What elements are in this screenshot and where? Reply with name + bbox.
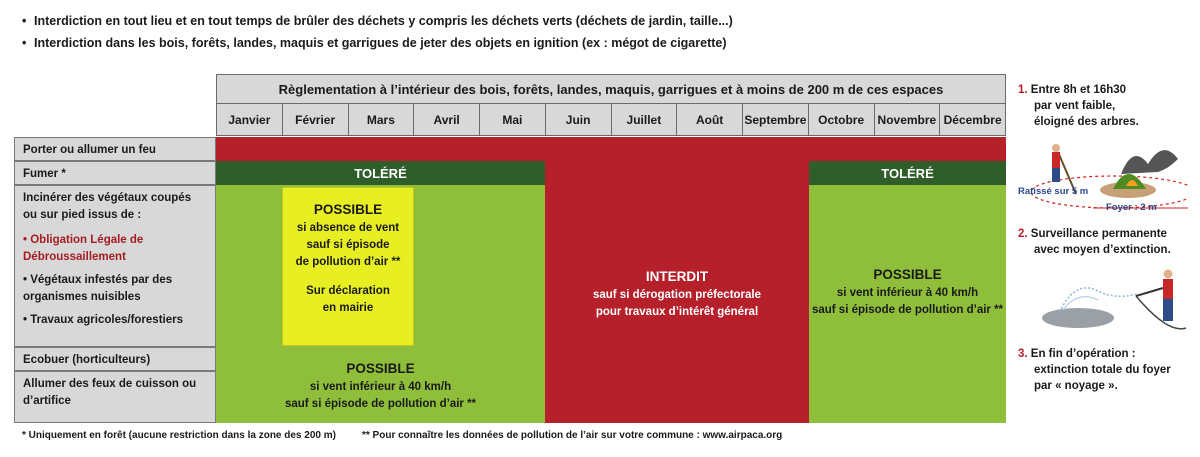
- yellow-line-1: si absence de vent: [296, 222, 400, 234]
- row-labels: [14, 137, 216, 423]
- interdit-title: INTERDIT: [645, 269, 709, 284]
- row-label-fumer: Fumer *: [14, 161, 216, 185]
- steps-column: [1018, 82, 1198, 394]
- vegetaux-text: • Végétaux infestés par des organismes nuisibles: [23, 274, 173, 303]
- month-april: Avril: [413, 104, 480, 136]
- general-rules: [22, 10, 733, 54]
- month-november: Novembre: [874, 104, 941, 136]
- cell-fumer-tolere-left: TOLÉRÉ: [216, 161, 545, 185]
- burning-pile-illustration: [1018, 134, 1188, 220]
- travaux-text: • Travaux agricoles/forestiers: [23, 314, 183, 326]
- rule-item: • Interdiction en tout lieu et en tout temps de brûler des déchets y compris les déchets verts (déchets de jardin, taille...): [22, 14, 733, 28]
- foyer-label: Foyer : 2 m: [1106, 202, 1157, 213]
- cell-possible-right: [809, 185, 1006, 423]
- interdit-line-1: sauf si dérogation préfectorale: [592, 289, 762, 301]
- row-label-allumer: Allumer des feux de cuisson ou d’artifice: [14, 371, 216, 423]
- step-2: 2. Surveillance permanente avec moyen d’extinction.: [1018, 228, 1171, 256]
- month-may: Mai: [479, 104, 546, 136]
- cell-fumer-tolere-right: TOLÉRÉ: [809, 161, 1006, 185]
- cell-feu-interdit: [216, 137, 1006, 161]
- incinerer-text: Incinérer des végétaux coupés ou sur pied issus de :: [23, 192, 192, 221]
- yellow-line-2: sauf si épisode: [306, 239, 390, 251]
- month-january: Janvier: [216, 104, 283, 136]
- month-september: Septembre: [742, 104, 809, 136]
- month-december: Décembre: [939, 104, 1006, 136]
- month-june: Juin: [545, 104, 612, 136]
- month-october: Octobre: [808, 104, 875, 136]
- interdit-line-2: pour travaux d’intérêt général: [595, 306, 759, 318]
- month-july: Juillet: [611, 104, 678, 136]
- month-march: Mars: [348, 104, 415, 136]
- rule-item: • Interdiction dans les bois, forêts, landes, maquis et garrigues de jeter des objets en ignition (ex : mégot de cigarette): [22, 36, 727, 50]
- month-header-row: [216, 104, 1006, 136]
- row-label-incinerer: [14, 185, 216, 347]
- yellow-title: POSSIBLE: [313, 202, 383, 217]
- possible-right-title: POSSIBLE: [873, 267, 942, 282]
- month-august: Août: [676, 104, 743, 136]
- table-header: Règlementation à l’intérieur des bois, forêts, landes, maquis, garrigues et à moins de 200 m de ces espaces: [216, 74, 1006, 104]
- yellow-line-5: en mairie: [322, 302, 374, 314]
- possible-left-title: POSSIBLE: [346, 361, 415, 376]
- month-february: Février: [282, 104, 349, 136]
- watering-illustration: [1018, 260, 1188, 338]
- possible-right-line-1: si vent inférieur à 40 km/h: [836, 287, 979, 299]
- possible-left-line-1: si vent inférieur à 40 km/h: [309, 381, 452, 393]
- footnote-1: * Uniquement en forêt (aucune restriction dans la zone des 200 m): [22, 430, 336, 441]
- cell-interdit-summer: [545, 161, 809, 423]
- obligation-line-2: Débroussaillement: [23, 251, 126, 263]
- possible-right-line-2: sauf si épisode de pollution d’air **: [811, 304, 1004, 316]
- step-3: 3. En fin d’opération : extinction totale du foyer par « noyage ».: [1018, 348, 1171, 392]
- row-label-ecobuer: Ecobuer (horticulteurs): [14, 347, 216, 371]
- footnote-2: ** Pour connaître les données de pollution de l’air sur votre commune : www.airpaca.org: [362, 430, 783, 441]
- yellow-line-3: de pollution d’air **: [295, 256, 401, 268]
- step-1: 1. Entre 8h et 16h30 par vent faible, éloigné des arbres.: [1018, 84, 1139, 128]
- cell-possible-yellow: [282, 187, 414, 346]
- ratisse-label: Ratissé sur 5 m: [1018, 186, 1089, 197]
- possible-left-line-2: sauf si épisode de pollution d’air **: [284, 398, 477, 410]
- row-label-feu: Porter ou allumer un feu: [14, 137, 216, 161]
- obligation-line-1: • Obligation Légale de: [23, 234, 144, 246]
- yellow-line-4: Sur déclaration: [306, 285, 390, 297]
